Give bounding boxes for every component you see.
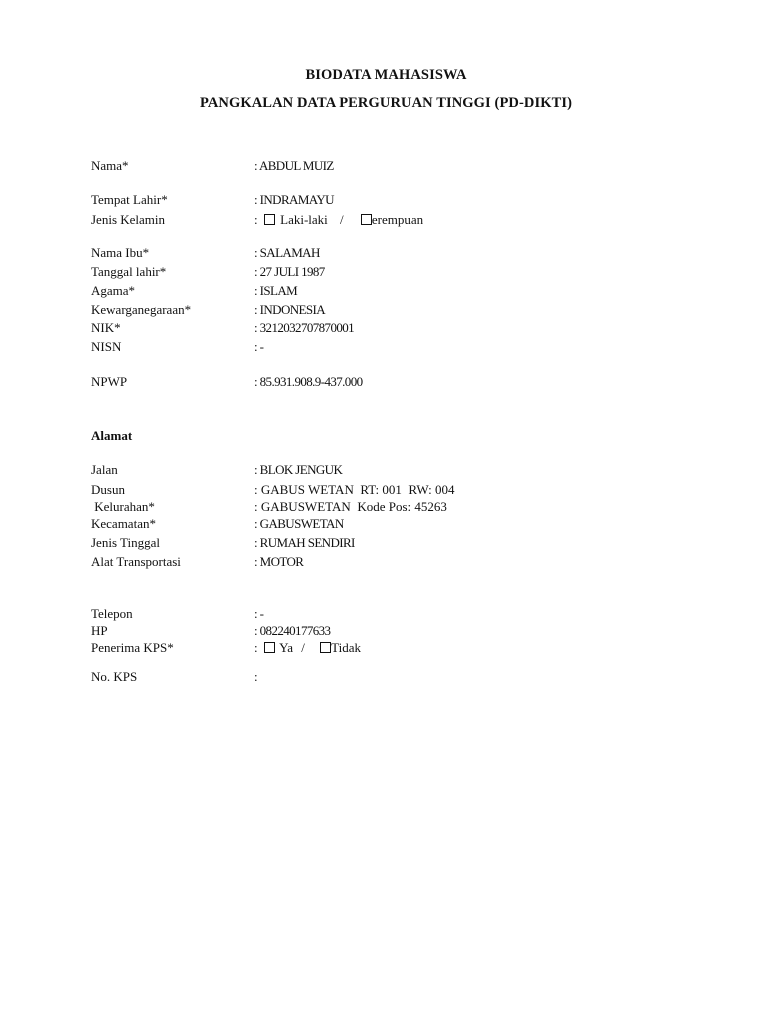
field-value: : - [254,606,264,621]
field-label: Nama* [91,158,129,173]
field-value: : 3212032707870001 [254,320,355,335]
separator: / [340,212,344,227]
option-ya: Ya [279,640,293,655]
field-label: NISN [91,339,122,354]
field-label: NIK* [91,320,121,335]
field-label: Kecamatan* [91,516,156,531]
field-label: Jalan [91,462,118,477]
field-label: Tanggal lahir* [91,264,167,279]
field-label: Telepon [91,606,133,621]
field-value: : MOTOR [254,554,304,569]
field-value: : GABUSWETAN [254,516,344,531]
checkbox-ya[interactable] [264,642,275,653]
field-label: Kewarganegaraan* [91,302,192,317]
document-subtitle: PANGKALAN DATA PERGURUAN TINGGI (PD-DIKTI) [199,95,573,111]
colon: : [254,640,258,655]
field-value [254,640,361,656]
option-laki-laki: Laki-laki [280,212,328,227]
field-label: Agama* [91,283,136,298]
field-label: No. KPS [91,669,138,684]
field-value: : BLOK JENGUK [254,462,343,477]
field-value: : 85.931.908.9-437.000 [254,374,363,389]
field-label: Jenis Kelamin [91,212,166,227]
field-value: : ABDUL MUIZ [254,158,334,173]
field-label: HP [91,623,108,638]
checkbox-tidak[interactable] [320,642,331,653]
field-label: Penerima KPS* [91,640,174,655]
checkbox-perempuan[interactable] [361,214,372,225]
field-label: Kelurahan* [91,499,155,514]
option-perempuan: erempuan [371,212,424,227]
field-label: Dusun [91,482,125,497]
field-label: Jenis Tinggal [91,535,160,550]
checkbox-laki-laki[interactable] [264,214,275,225]
field-value: : 27 JULI 1987 [254,264,325,279]
field-value: : SALAMAH [254,245,320,260]
option-tidak: Tidak [331,640,361,655]
document-title: BIODATA MAHASISWA [305,67,467,83]
section-heading-alamat: Alamat [91,428,133,443]
field-label: Alat Transportasi [91,554,181,569]
field-label: NPWP [91,374,128,389]
field-value: : - [254,339,264,354]
field-value [254,212,423,228]
colon: : [254,212,258,227]
field-value: : 082240177633 [254,623,331,638]
field-value: : GABUS WETAN RT: 001 RW: 004 [254,482,455,497]
field-value: : GABUSWETAN Kode Pos: 45263 [254,499,447,514]
field-label: Tempat Lahir* [91,192,168,207]
field-value: : ISLAM [254,283,298,298]
field-value: : INDONESIA [254,302,326,317]
field-value: : [254,669,258,684]
separator: / [301,640,305,655]
field-label: Nama Ibu* [91,245,150,260]
field-value: : INDRAMAYU [254,192,334,207]
field-value: : RUMAH SENDIRI [254,535,355,550]
